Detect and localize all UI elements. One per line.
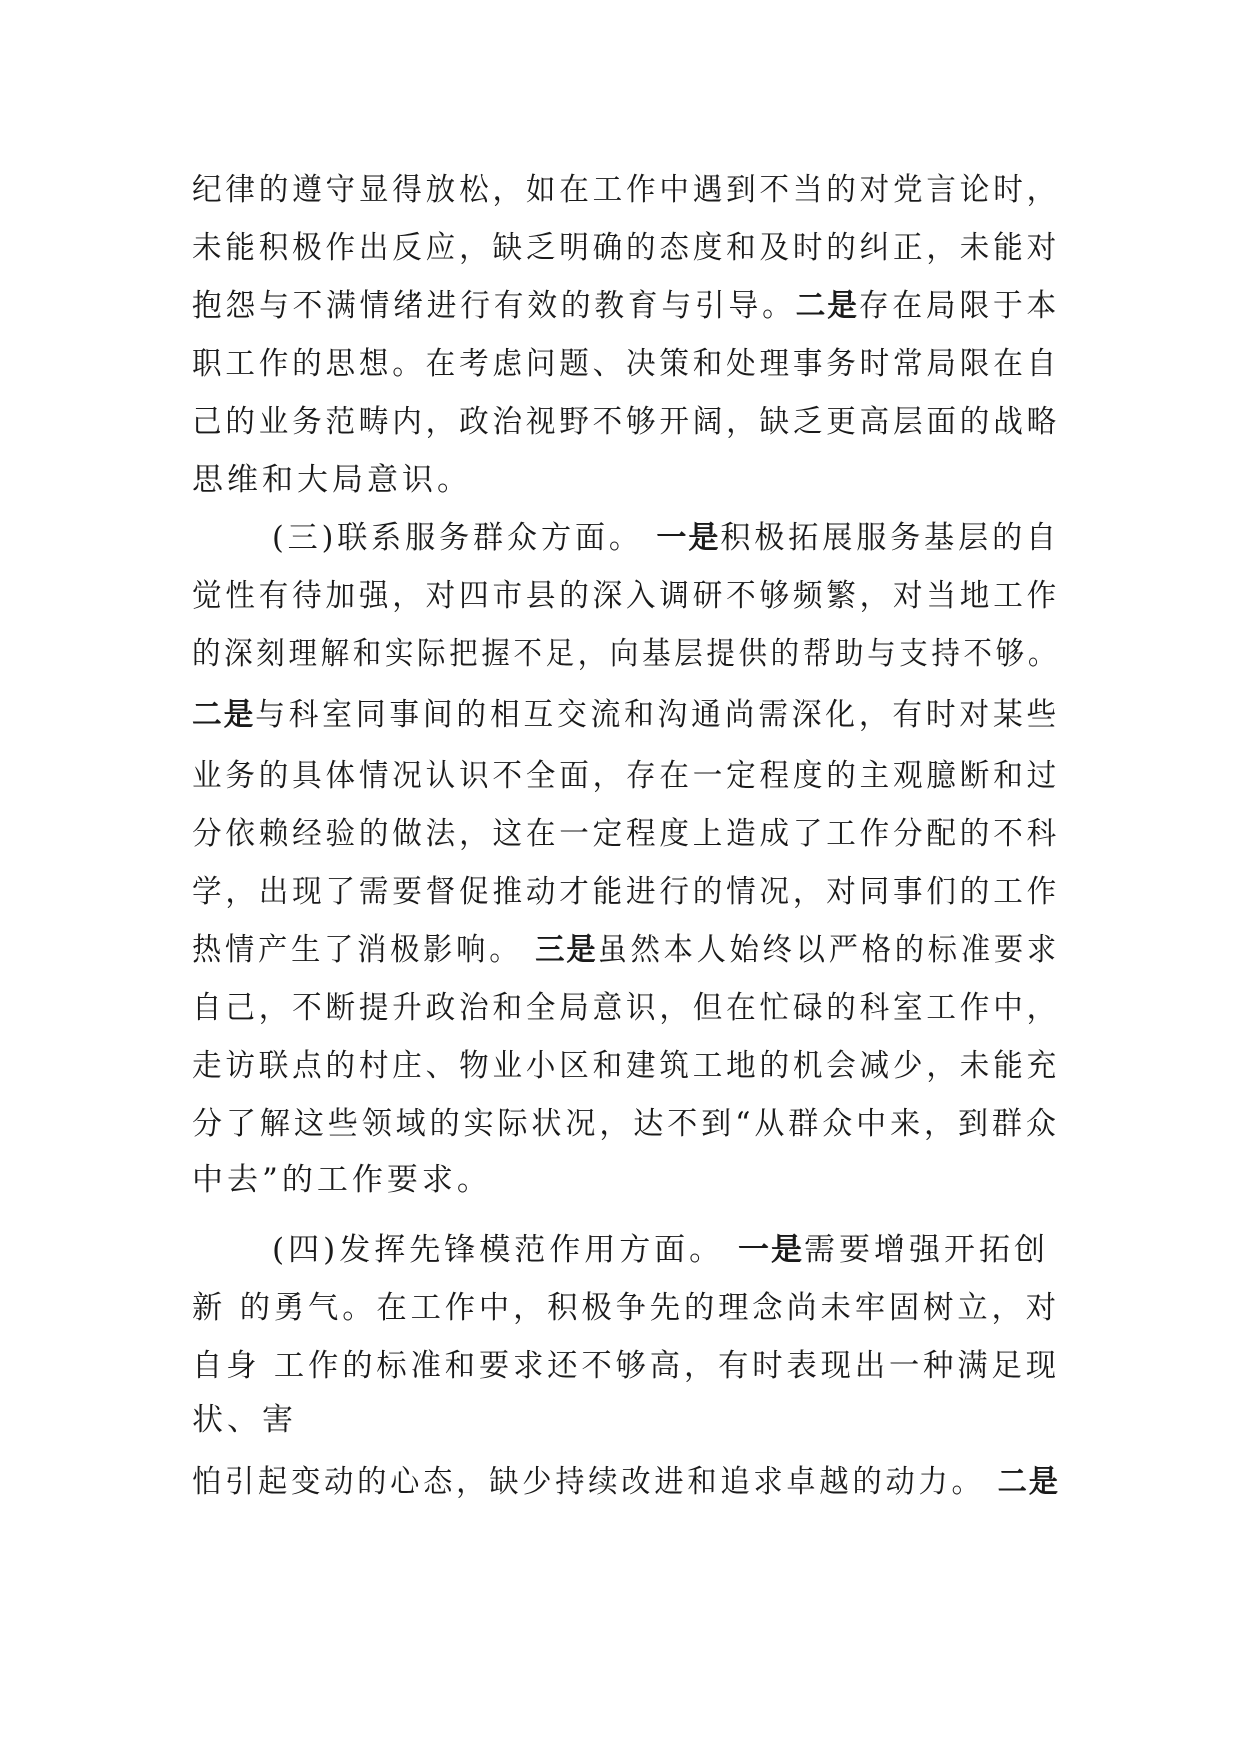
- text-line-18: [192, 1160, 492, 1200]
- bold-keyword: 二是: [795, 288, 859, 324]
- text-line-12: [192, 814, 1060, 854]
- text-segment: 虽然本人始终以严格的标准要求: [597, 932, 1060, 968]
- text-segment: 分了解这些领域的实际状况，达不到“从群众中来，到群众: [192, 1106, 1060, 1142]
- text-segment: 热情产生了消极影响。: [192, 932, 536, 968]
- text-segment: 觉性有待加强，对四市县的深入调研不够频繁，对当地工作: [192, 578, 1060, 614]
- text-segment: 新 的勇气。在工作中，积极争先的理念尚未牢固树立，对: [192, 1290, 1060, 1326]
- bold-keyword: 一是: [738, 1232, 805, 1268]
- text-line-17: [192, 1104, 1060, 1144]
- text-segment: 的深刻理解和实际把握不足，向基层提供的帮助与支持不够。: [192, 636, 1060, 672]
- text-line-2: [192, 228, 1060, 268]
- section-heading-4: [272, 1230, 1049, 1270]
- text-line-23: [192, 1462, 1060, 1502]
- text-line-5: [192, 402, 1060, 442]
- section-heading-3: [272, 518, 1060, 558]
- text-segment: 自身 工作的标准和要求还不够高，有时表现出一种满足现: [192, 1348, 1060, 1384]
- text-segment: 纪律的遵守显得放松，如在工作中遇到不当的对党言论时，: [192, 172, 1060, 208]
- text-segment: 状、害: [192, 1402, 297, 1438]
- text-line-11: [192, 756, 1060, 796]
- text-segment: (四)发挥先锋模范作用方面。: [272, 1232, 739, 1268]
- text-line-3: [192, 286, 1060, 326]
- bold-keyword: 二是: [192, 697, 256, 733]
- bold-keyword: 三是: [535, 932, 598, 968]
- text-segment: 分依赖经验的做法，这在一定程度上造成了工作分配的不科: [192, 816, 1060, 852]
- text-segment: 存在局限于本: [858, 288, 1061, 324]
- text-line-1: [192, 170, 1060, 210]
- text-line-16: [192, 1046, 1060, 1086]
- text-segment: 自己，不断提升政治和全局意识，但在忙碌的科室工作中，: [192, 990, 1060, 1026]
- text-segment: 职工作的思想。在考虑问题、决策和处理事务时常局限在自: [192, 346, 1060, 382]
- text-segment: 需要增强开拓创: [804, 1232, 1050, 1268]
- text-segment: 思维和大局意识。: [192, 462, 472, 498]
- bold-keyword: 一是: [656, 520, 721, 556]
- text-segment: 怕引起变动的心态，缺少持续改进和追求卓越的动力。: [192, 1464, 998, 1500]
- text-line-13: [192, 872, 1060, 912]
- text-segment: (三)联系服务群众方面。: [272, 520, 657, 556]
- text-segment: 学，出现了需要督促推动才能进行的情况，对同事们的工作: [192, 874, 1060, 910]
- bold-keyword: 二是: [997, 1464, 1060, 1500]
- text-segment: 抱怨与不满情绪进行有效的教育与引导。: [192, 288, 796, 324]
- text-line-14: [192, 930, 1060, 970]
- text-line-20: [192, 1288, 1060, 1328]
- text-segment: 业务的具体情况认识不全面，存在一定程度的主观臆断和过: [192, 758, 1060, 794]
- text-line-15: [192, 988, 1060, 1028]
- text-line-10: [192, 695, 1060, 735]
- text-line-6: [192, 460, 472, 500]
- text-segment: 走访联点的村庄、物业小区和建筑工地的机会减少，未能充: [192, 1048, 1060, 1084]
- text-segment: 与科室同事间的相互交流和沟通尚需深化，有时对某些: [255, 697, 1061, 733]
- text-segment: 未能积极作出反应，缺乏明确的态度和及时的纠正，未能对: [192, 230, 1060, 266]
- text-segment: 己的业务范畴内，政治视野不够开阔，缺乏更高层面的战略: [192, 404, 1060, 440]
- text-segment: 积极拓展服务基层的自: [720, 520, 1061, 556]
- text-line-21: [192, 1346, 1060, 1386]
- text-line-4: [192, 344, 1060, 384]
- text-line-22: [192, 1400, 297, 1440]
- text-line-9: [192, 634, 1060, 674]
- text-line-8: [192, 576, 1060, 616]
- text-segment: 中去”的工作要求。: [192, 1162, 492, 1198]
